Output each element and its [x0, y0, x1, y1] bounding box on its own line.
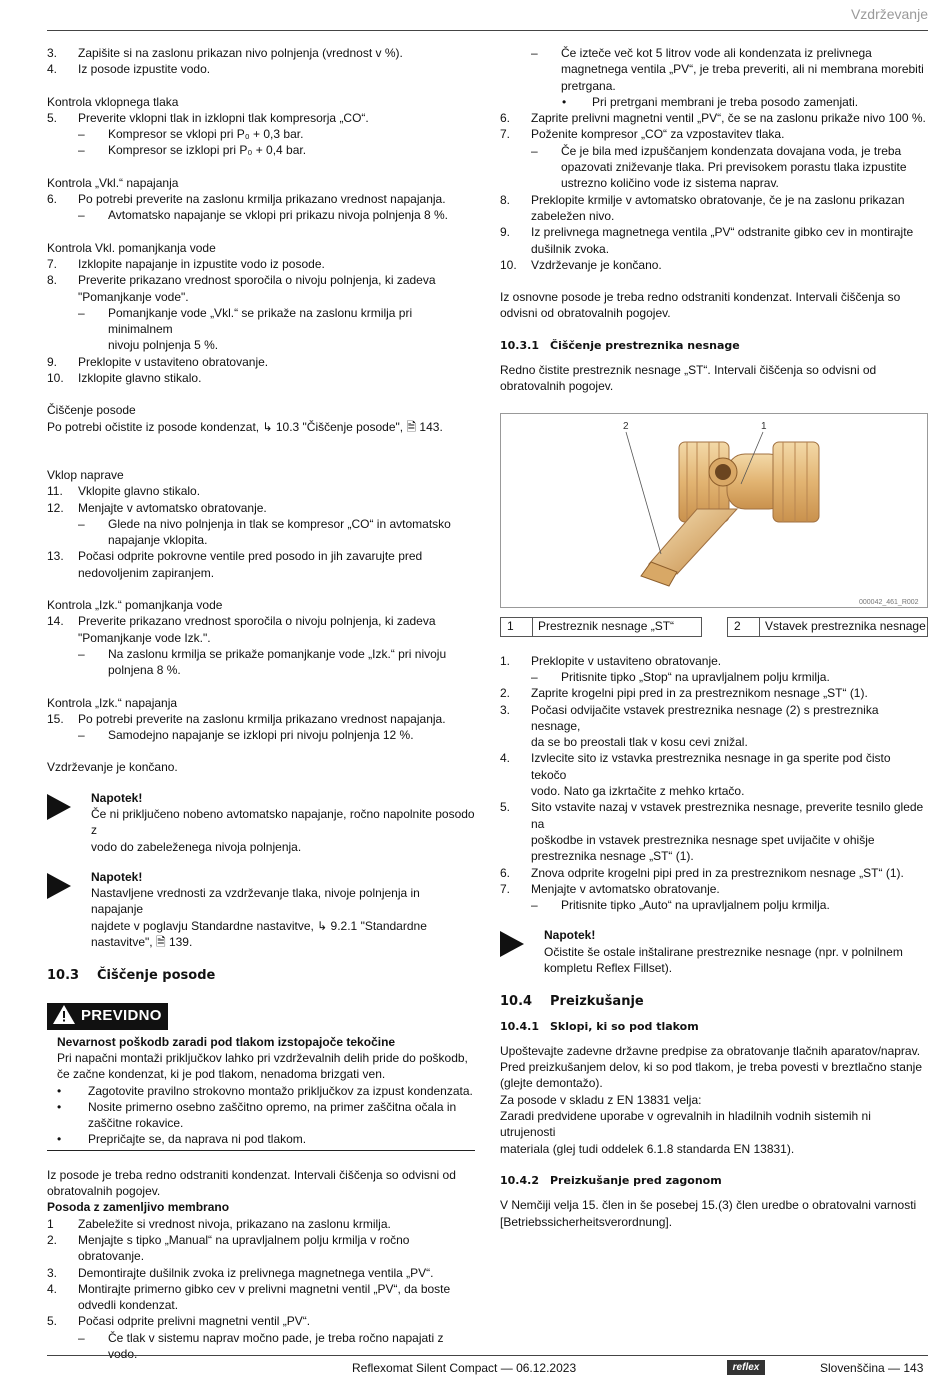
basic-vessel-text: Iz osnovne posode je treba redno odstraniti kondenzat. Intervali čiščenja so odvisni od obratovalnih pogojev. [500, 290, 901, 321]
section-ciscenje: Čiščenje posode [47, 403, 136, 418]
step-8-dash-1: – Pomanjkanje vode „Vkl.“ se prikaže na zaslonu krmilja pri minimalnem nivoju polnjenja 5 %. [78, 305, 413, 353]
membrane-step-4: 4. Montirajte primerno gibko cev v prelivni magnetni ventil „PV“, da boste odvedli kondenzat. [47, 1281, 451, 1313]
section-vklop-naprave: Vklop naprave [47, 467, 124, 482]
left-column [47, 45, 475, 1362]
strainer-body [641, 442, 819, 586]
step-6-dash-1: – Avtomatsko napajanje se vklopi pri prikazu nivoja polnjenja 8 %. [78, 208, 448, 223]
warning-triangle-icon [53, 1005, 75, 1028]
strainer-step-2: 2. Zaprite krogelni pipi pred in za prestreznikom nesnage „ST“ (1). [500, 686, 868, 701]
section-izk-napajanja: Kontrola „Izk.“ napajanja [47, 695, 178, 710]
warning-title: Nevarnost poškodb zaradi pod tlakom izstopajoče tekočine [57, 1034, 396, 1049]
strainer-step-1-dash: – Pritisnite tipko „Stop“ na upravljalnem polju krmilja. [531, 669, 830, 684]
heading-10-4-1: 10.4.1 Sklopi, ki so pod tlakom [500, 1019, 699, 1033]
pressure-para-1: Upoštevajte zadevne državne predpise za obratovanje tlačnih aparatov/naprav. Pred preizkušanjem delov, ki so pod tlakom, je treba povesti v breztlačno stanje (glejte demontažo). [500, 1043, 922, 1091]
note-3-title: Napotek! [544, 928, 596, 943]
step-7: 7. Izklopite napajanje in izpustite vodo iz posode. [47, 256, 325, 271]
strainer-figure [500, 413, 928, 608]
figure-code: 000042_461_R002 [859, 598, 919, 606]
strainer-step-4: 4. Izvlecite sito iz vstavka prestreznika nesnage in ga sperite pod čisto tekočo vodo. Nato ga izkrtačite z mehko krtačo. [500, 751, 891, 799]
membrane-step-1: 1 Zabeležite si vrednost nivoja, prikazano na zaslonu krmilja. [47, 1216, 391, 1231]
note-arrow-icon [47, 790, 91, 855]
strainer-step-6: 6. Znova odprite krogelni pipi pred in za prestreznikom nesnage „ST“ (1). [500, 865, 904, 880]
warning-bullet-3: • Prepričajte se, da naprava ni pod tlakom. [57, 1132, 307, 1147]
warning-label: PREVIDNO [47, 1003, 168, 1030]
right-step-9: 9. Iz prelivnega magnetnega ventila „PV“ odstranite gibko cev in montirajte dušilnik zvoka. [500, 225, 914, 256]
section-vkl-pomanjkanja: Kontrola Vkl. pomanjkanja vode [47, 240, 216, 255]
strainer-step-5: 5. Sito vstavite nazaj v vstavek prestreznika nesnage, preverite tesnilo glede na poškodbe in vstavek prestreznika nesnage spet uvijačite v ohišje prestreznika nesnage „ST“ (1). [500, 800, 924, 864]
strainer-step-7-dash: – Pritisnite tipko „Auto“ na upravljalnem polju krmilja. [531, 898, 830, 913]
step-11: 11. Vklopite glavno stikalo. [47, 484, 201, 499]
note-1-text: Če ni priključeno nobeno avtomatsko napajanje, ročno napolnite posodo z vodo do zabeleženega nivoja polnjenja. [91, 806, 475, 854]
figure-label-2: 2 [623, 420, 629, 432]
figure-label-1: 1 [761, 420, 767, 432]
right-column [500, 45, 928, 1230]
step-15: 15. Po potrebi preverite na zaslonu krmilja prikazano vrednost napajanja. [47, 711, 446, 726]
right-step-6: 6. Zaprite prelivni magnetni ventil „PV“, če se na zaslonu prikaže nivo 100 %. [500, 111, 926, 126]
note-3 [500, 927, 928, 976]
step-5-dash-1: – Kompresor se vklopi pri P₀ + 0,3 bar. [78, 127, 304, 142]
membrane-title: Posoda z zamenljivo membrano [47, 1200, 230, 1215]
step-5-dash-2: – Kompresor se izklopi pri P₀ + 0,4 bar. [78, 143, 307, 158]
step-12-dash-1: – Glede na nivo polnjenja in tlak se kompresor „CO“ in avtomatsko napajanje vklopita. [78, 516, 451, 548]
strainer-step-1: 1. Preklopite v ustaviteno obratovanje. [500, 653, 722, 668]
note-3-text: Očistite še ostale inštalirane prestreznike nesnage (npr. v polnilnem kompletu Reflex Fillset). [544, 944, 903, 975]
pressure-para-2: Za posode v skladu z EN 13831 velja: [500, 1092, 702, 1107]
right-step-7: 7. Poženite kompresor „CO“ za vzpostavitev tlaka. [500, 127, 785, 142]
strainer-step-3: 3. Počasi odvijačite vstavek prestreznika nesnage (2) s prestreznika nesnage, da se bo preostali tlak v kosu cevi znižal. [500, 702, 879, 750]
step-12: 12. Menjajte v avtomatsko obratovanje. [47, 500, 267, 515]
step-9: 9. Preklopite v ustaviteno obratovanje. [47, 354, 269, 369]
membrane-step-5-dash: – Če tlak v sistemu naprav močno pade, je treba ročno napajati z vodo. [78, 1330, 444, 1361]
right-step-8: 8. Preklopite krmilje v avtomatsko obratovanje, če je na zaslonu prikazan zabeležen nivo. [500, 192, 905, 223]
step-13: 13. Počasi odprite pokrovne ventile pred posodo in jih zavarujte pred nedovoljenim zapiranjem. [47, 549, 423, 580]
footer-document-info: Reflexomat Silent Compact — 06.12.2023 [352, 1361, 577, 1375]
section-vkl-napajanja: Kontrola „Vkl.“ napajanja [47, 175, 179, 190]
figure-legend [500, 617, 928, 637]
ciscenje-reference-link[interactable]: Po potrebi očistite iz posode kondenzat, ↳ 10.3 "Čiščenje posode", 🗎 143. [47, 419, 443, 434]
footer-divider [47, 1355, 928, 1356]
step-4: 4. Iz posode izpustite vodo. [47, 62, 211, 77]
note-2-title: Napotek! [91, 869, 143, 884]
note-1 [47, 790, 475, 855]
note-arrow-icon [47, 869, 91, 950]
note-2-text: Nastavljene vrednosti za vzdrževanje tlaka, nivoje polnjenja in napajanje najdete v poglavju Standardne nastavitve, ↳ 9.2.1 "Standardne nastavitve", 🗎 139. [91, 886, 427, 950]
footer-language-page: Slovenščina — 143 [820, 1361, 924, 1375]
warning-box [47, 1003, 475, 1151]
section-izk-pomanjkanja: Kontrola „Izk.“ pomanjkanja vode [47, 598, 223, 613]
step-14-dash-1: – Na zaslonu krmilja se prikaže pomanjkanje vode „Izk.“ pri nivoju polnjena 8 %. [78, 646, 447, 678]
startup-test-text: V Nemčiji velja 15. člen in še posebej 15.(3) člen uredbe o obratovalni varnosti [Betriebssicherheitsverordnung]. [500, 1198, 917, 1229]
warning-bullet-1: • Zagotovite pravilno strokovno montažo priključkov za izpust kondenzata. [57, 1083, 473, 1098]
right-step-10: 10. Vzdrževanje je končano. [500, 257, 662, 272]
membrane-step-3: 3. Demontirajte dušilnik zvoka iz prelivnega magnetnega ventila „PV“. [47, 1265, 434, 1280]
reflex-logo: reflex [727, 1360, 765, 1375]
legend-item-2: 2 Vstavek prestreznika nesnage [727, 617, 928, 637]
step-15-dash-1: – Samodejno napajanje se izklopi pri nivoju polnjenja 12 %. [78, 728, 414, 743]
membrane-step-2: 2. Menjajte s tipko „Manual“ na upravljalnem polju krmilja v ročno obratovanje. [47, 1232, 410, 1264]
note-arrow-icon [500, 927, 544, 976]
step-10: 10. Izklopite glavno stikalo. [47, 371, 202, 386]
clean-intro: Iz posode je treba redno odstraniti kondenzat. Intervali čiščenja so odvisni od obratovalnih pogojev. [47, 1167, 456, 1199]
pressure-para-3: Zaradi predvidene uporabe v ogrevalnih in hladilnih vodnih sistemih ni utrujenosti materiala (glej tudi oddelek 6.1.8 standarda EN 13831). [500, 1109, 871, 1156]
heading-10-3-1: 10.3.1 Čiščenje prestreznika nesnage [500, 338, 740, 352]
right-bullet-1: • Pri pretrgani membrani je treba posodo zamenjati. [562, 94, 859, 109]
section-vklop-tlaka: Kontrola vklopnega tlaka [47, 94, 179, 109]
step-14: 14. Preverite prikazano vrednost sporočila o nivoju polnjenja, ki zadeva "Pomanjkanje vode Izk.". [47, 614, 436, 645]
strainer-step-7: 7. Menjajte v avtomatsko obratovanje. [500, 881, 720, 896]
right-dash-1: – Če izteče več kot 5 litrov vode ali kondenzata iz prelivnega magnetnega ventila „PV“, je treba preveriti, ali ni membrana morebiti pretrgana. [531, 46, 924, 93]
step-3: 3. Zapišite si na zaslonu prikazan nivo polnjenja (vrednost v %). [47, 46, 403, 60]
heading-10-4-2: 10.4.2 Preizkušanje pred zagonom [500, 1173, 722, 1187]
page-header-title: Vzdrževanje [850, 6, 928, 22]
heading-10-3: 10.3 Čiščenje posode [47, 968, 216, 984]
strainer-intro: Redno čistite prestreznik nesnage „ST“. Intervali čiščenja so odvisni od obratovalnih pogojev. [500, 363, 877, 394]
heading-10-4: 10.4 Preizkušanje [500, 994, 644, 1010]
legend-item-1: 1 Prestreznik nesnage „ST“ [500, 617, 702, 637]
strainer-illustration [501, 414, 927, 607]
warning-bullet-2: • Nosite primerno osebno zaščitno opremo, na primer zaščitna očala in zaščitne rokavice. [57, 1099, 457, 1131]
step-5: 5. Preverite vklopni tlak in izklopni tlak kompresorja „CO“. [47, 110, 369, 125]
header-divider [47, 30, 928, 31]
note-2 [47, 869, 475, 950]
right-step-7-dash: – Če je bila med izpuščanjem kondenzata dovajana voda, je treba opazovati zniževanje tlaka. Pri previsokem porastu tlaka izpustite ustrezno količino vode iz sistema naprav. [531, 143, 907, 191]
warning-text: Pri napačni montaži priključkov lahko pri vzdrževalnih delih pride do poškodb, če začne kondenzat, ki je pod tlakom, nenadoma brizgati ven. [57, 1050, 468, 1082]
maintenance-done-text: Vzdrževanje je končano. [47, 760, 178, 775]
step-8: 8. Preverite prikazano vrednost sporočila o nivoju polnjenja, ki zadeva "Pomanjkanje vode". [47, 273, 436, 304]
step-6: 6. Po potrebi preverite na zaslonu krmilja prikazano vrednost napajanja. [47, 192, 446, 207]
membrane-step-5: 5. Počasi odprite prelivni magnetni ventil „PV“. [47, 1314, 311, 1329]
note-1-title: Napotek! [91, 790, 143, 805]
